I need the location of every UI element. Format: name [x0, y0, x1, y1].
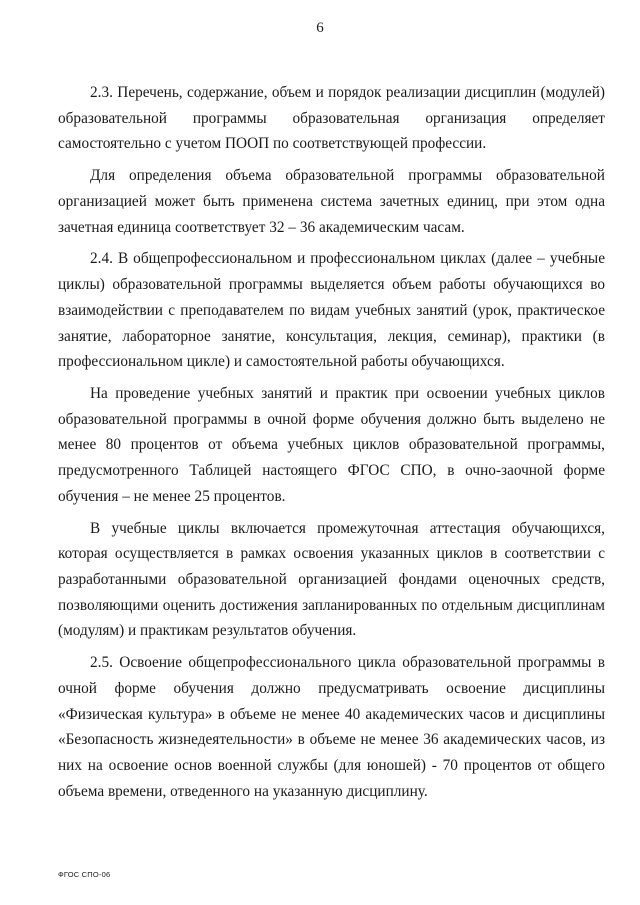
document-body	[58, 80, 605, 811]
paragraph-attestation: В учебные циклы включается промежуточная аттестация обучающихся, которая осуществляется в рамках освоения указанных циклов в соответствии с разработанными образовательной организацией фондами оценочных средств, позволяющими оценить достижения запланированных по отдельным дисциплинам (модулям) и практикам результатов обучения.	[58, 519, 605, 640]
page-number: 6	[316, 20, 324, 36]
paragraph-2-3: 2.3. Перечень, содержание, объем и порядок реализации дисциплин (модулей) образовательной программы образовательная организация определяет самостоятельно с учетом ПООП по соответствующей профессии.	[58, 84, 605, 153]
paragraph-2-4: 2.4. В общепрофессиональном и профессиональном циклах (далее – учебные циклы) образовательной программы выделяется объем работы обучающихся во взаимодействии с преподавателем по видам учебных занятий (урок, практическое занятие, лабораторное занятие, консультация, лекция, семинар), практики (в профессиональном цикле) и самостоятельной работы обучающихся.	[58, 250, 605, 371]
paragraph-2-5: 2.5. Освоение общепрофессионального цикла образовательной программы в очной форме обучения должно предусматривать освоение дисциплины «Физическая культура» в объеме не менее 40 академических часов и дисциплины «Безопасность жизнедеятельности» в объеме не менее 36 академических часов, из них на освоение основ военной службы (для юношей) - 70 процентов от общего объема времени, отведенного на указанную дисциплину.	[58, 654, 605, 800]
paragraph-credit-units: Для определения объема образовательной программы образовательной организацией может быть применена система зачетных единиц, при этом одна зачетная единица соответствует 32 – 36 академическим часам.	[58, 167, 605, 236]
footer-code: ФГОС СПО-06	[58, 870, 111, 879]
paragraph-training-volume: На проведение учебных занятий и практик при освоении учебных циклов образовательной программы в очной форме обучения должно быть выделено не менее 80 процентов от объема учебных циклов образовательной программы, предусмотренного Таблицей настоящего ФГОС СПО, в очно-заочной форме обучения – не менее 25 процентов.	[58, 385, 605, 505]
